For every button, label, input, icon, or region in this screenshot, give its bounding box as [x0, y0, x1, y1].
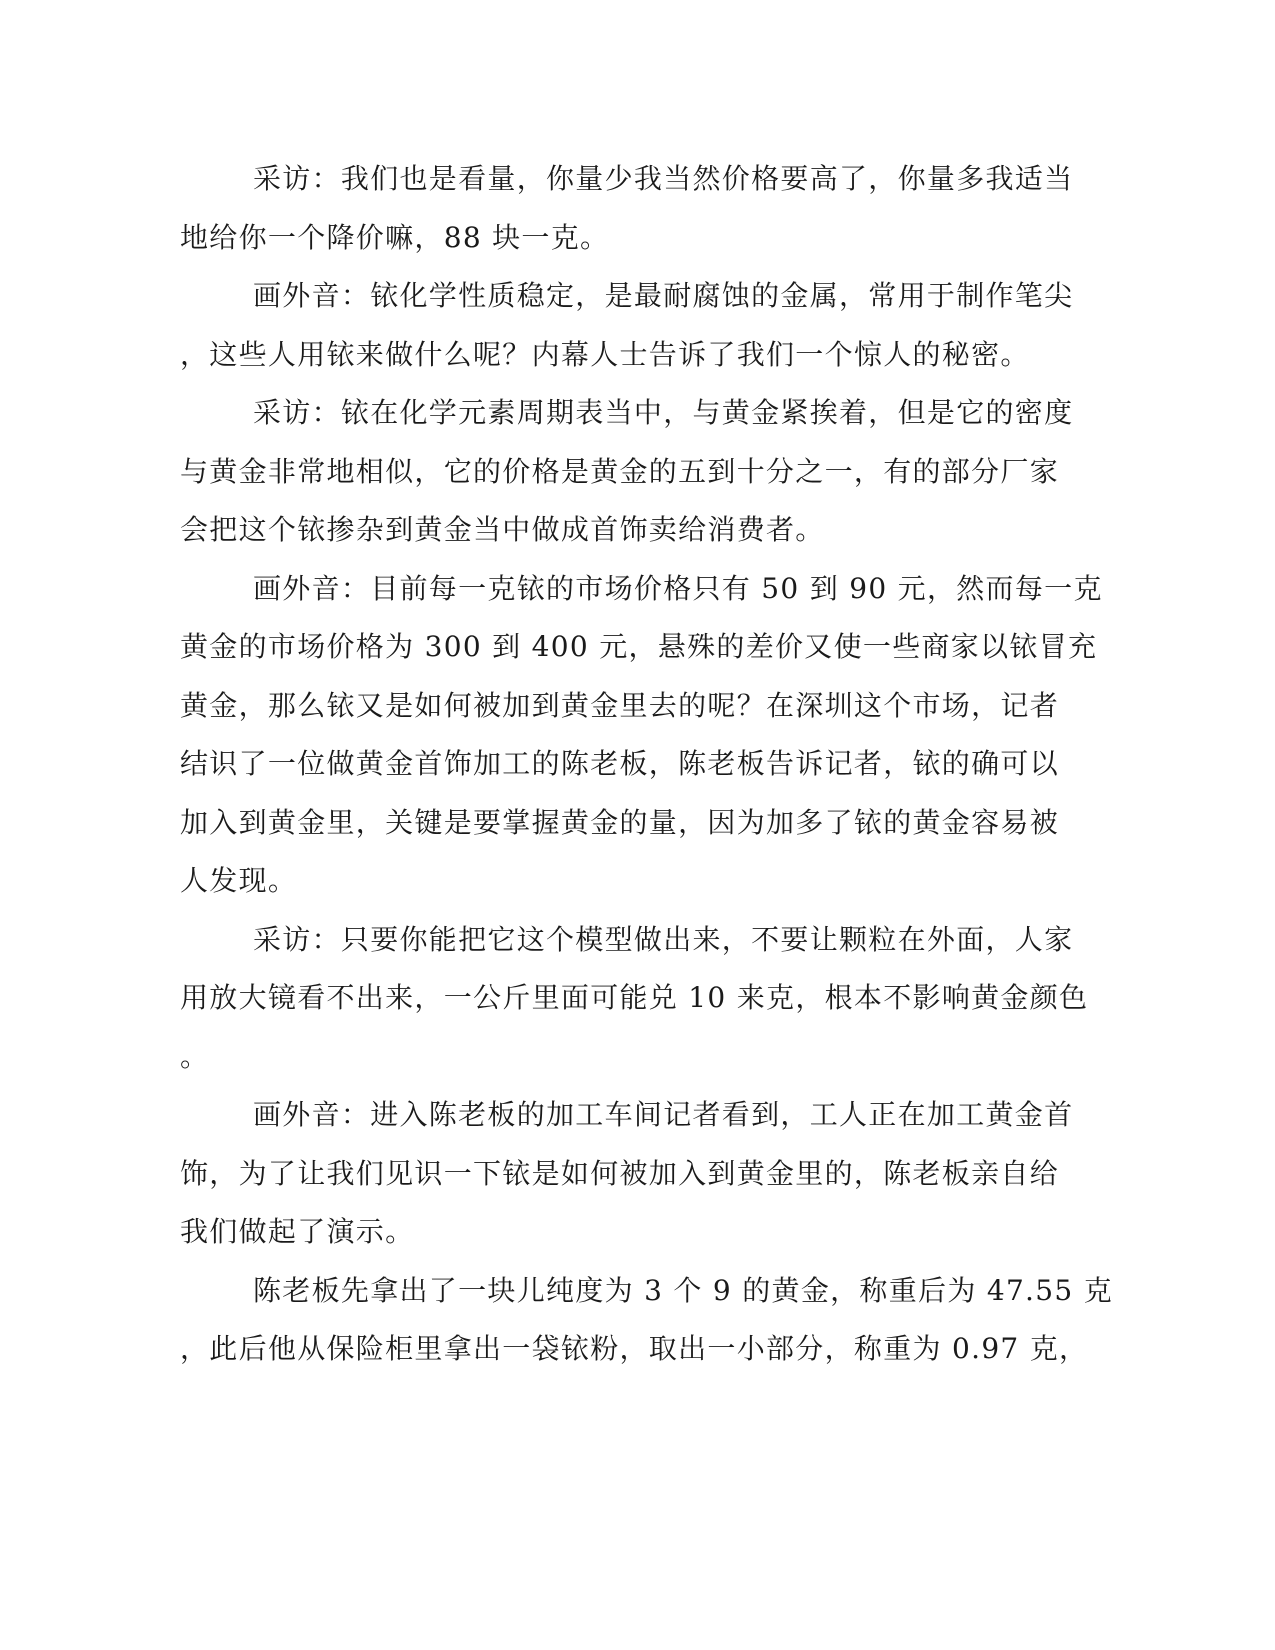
text-line: 画外音：进入陈老板的加工车间记者看到，工人正在加工黄金首 — [253, 1098, 1074, 1131]
text-line: 人发现。 — [180, 864, 298, 897]
text-line: 地给你一个降价嘛，88 块一克。 — [180, 220, 610, 254]
text-line: 用放大镜看不出来，一公斤里面可能兑 10 来克，根本不影响黄金颜色 — [180, 981, 1089, 1014]
text-line: 采访：铱在化学元素周期表当中，与黄金紧挨着，但是它的密度 — [253, 396, 1074, 429]
text-line: 采访：我们也是看量，你量少我当然价格要高了，你量多我适当 — [253, 162, 1074, 195]
text-line: 饰，为了让我们见识一下铱是如何被加入到黄金里的，陈老板亲自给 — [180, 1156, 1060, 1190]
text-line: 采访：只要你能把它这个模型做出来，不要让颗粒在外面，人家 — [253, 922, 1074, 956]
paragraph-interview-price — [180, 150, 1074, 267]
text-line: ，此后他从保险柜里拿出一袋铱粉，取出一小部分，称重为 0.97 克， — [180, 1332, 1089, 1365]
text-line: 加入到黄金里，关键是要掌握黄金的量，因为加多了铱的黄金容易被 — [180, 805, 1060, 839]
text-line: 黄金的市场价格为 300 到 400 元，悬殊的差价又使一些商家以铱冒充 — [180, 630, 1098, 663]
text-line: 画外音：目前每一克铱的市场价格只有 50 到 90 元，然而每一克 — [253, 571, 1103, 605]
paragraph-voiceover-market — [180, 560, 1103, 911]
paragraph-voiceover-iridium — [180, 267, 1074, 384]
text-line: ，这些人用铱来做什么呢？内幕人士告诉了我们一个惊人的秘密。 — [180, 337, 1030, 371]
text-line: 与黄金非常地相似，它的价格是黄金的五到十分之一，有的部分厂家 — [180, 454, 1060, 488]
paragraph-interview-density — [180, 384, 1074, 560]
text-line: 陈老板先拿出了一块儿纯度为 3 个 9 的黄金，称重后为 47.55 克 — [253, 1273, 1113, 1307]
text-line: 。 — [180, 1039, 210, 1073]
paragraph-voiceover-workshop — [180, 1086, 1074, 1262]
text-line: 黄金，那么铱又是如何被加到黄金里去的呢？在深圳这个市场，记者 — [180, 688, 1060, 722]
text-line: 结识了一位做黄金首饰加工的陈老板，陈老板告诉记者，铱的确可以 — [180, 747, 1060, 780]
text-line: 画外音：铱化学性质稳定，是最耐腐蚀的金属，常用于制作笔尖 — [253, 279, 1074, 312]
document-body — [180, 150, 1113, 1379]
text-line: 会把这个铱掺杂到黄金当中做成首饰卖给消费者。 — [180, 513, 825, 546]
paragraph-demonstration — [180, 1262, 1113, 1379]
text-line: 我们做起了演示。 — [180, 1215, 415, 1248]
paragraph-interview-model — [180, 911, 1089, 1087]
